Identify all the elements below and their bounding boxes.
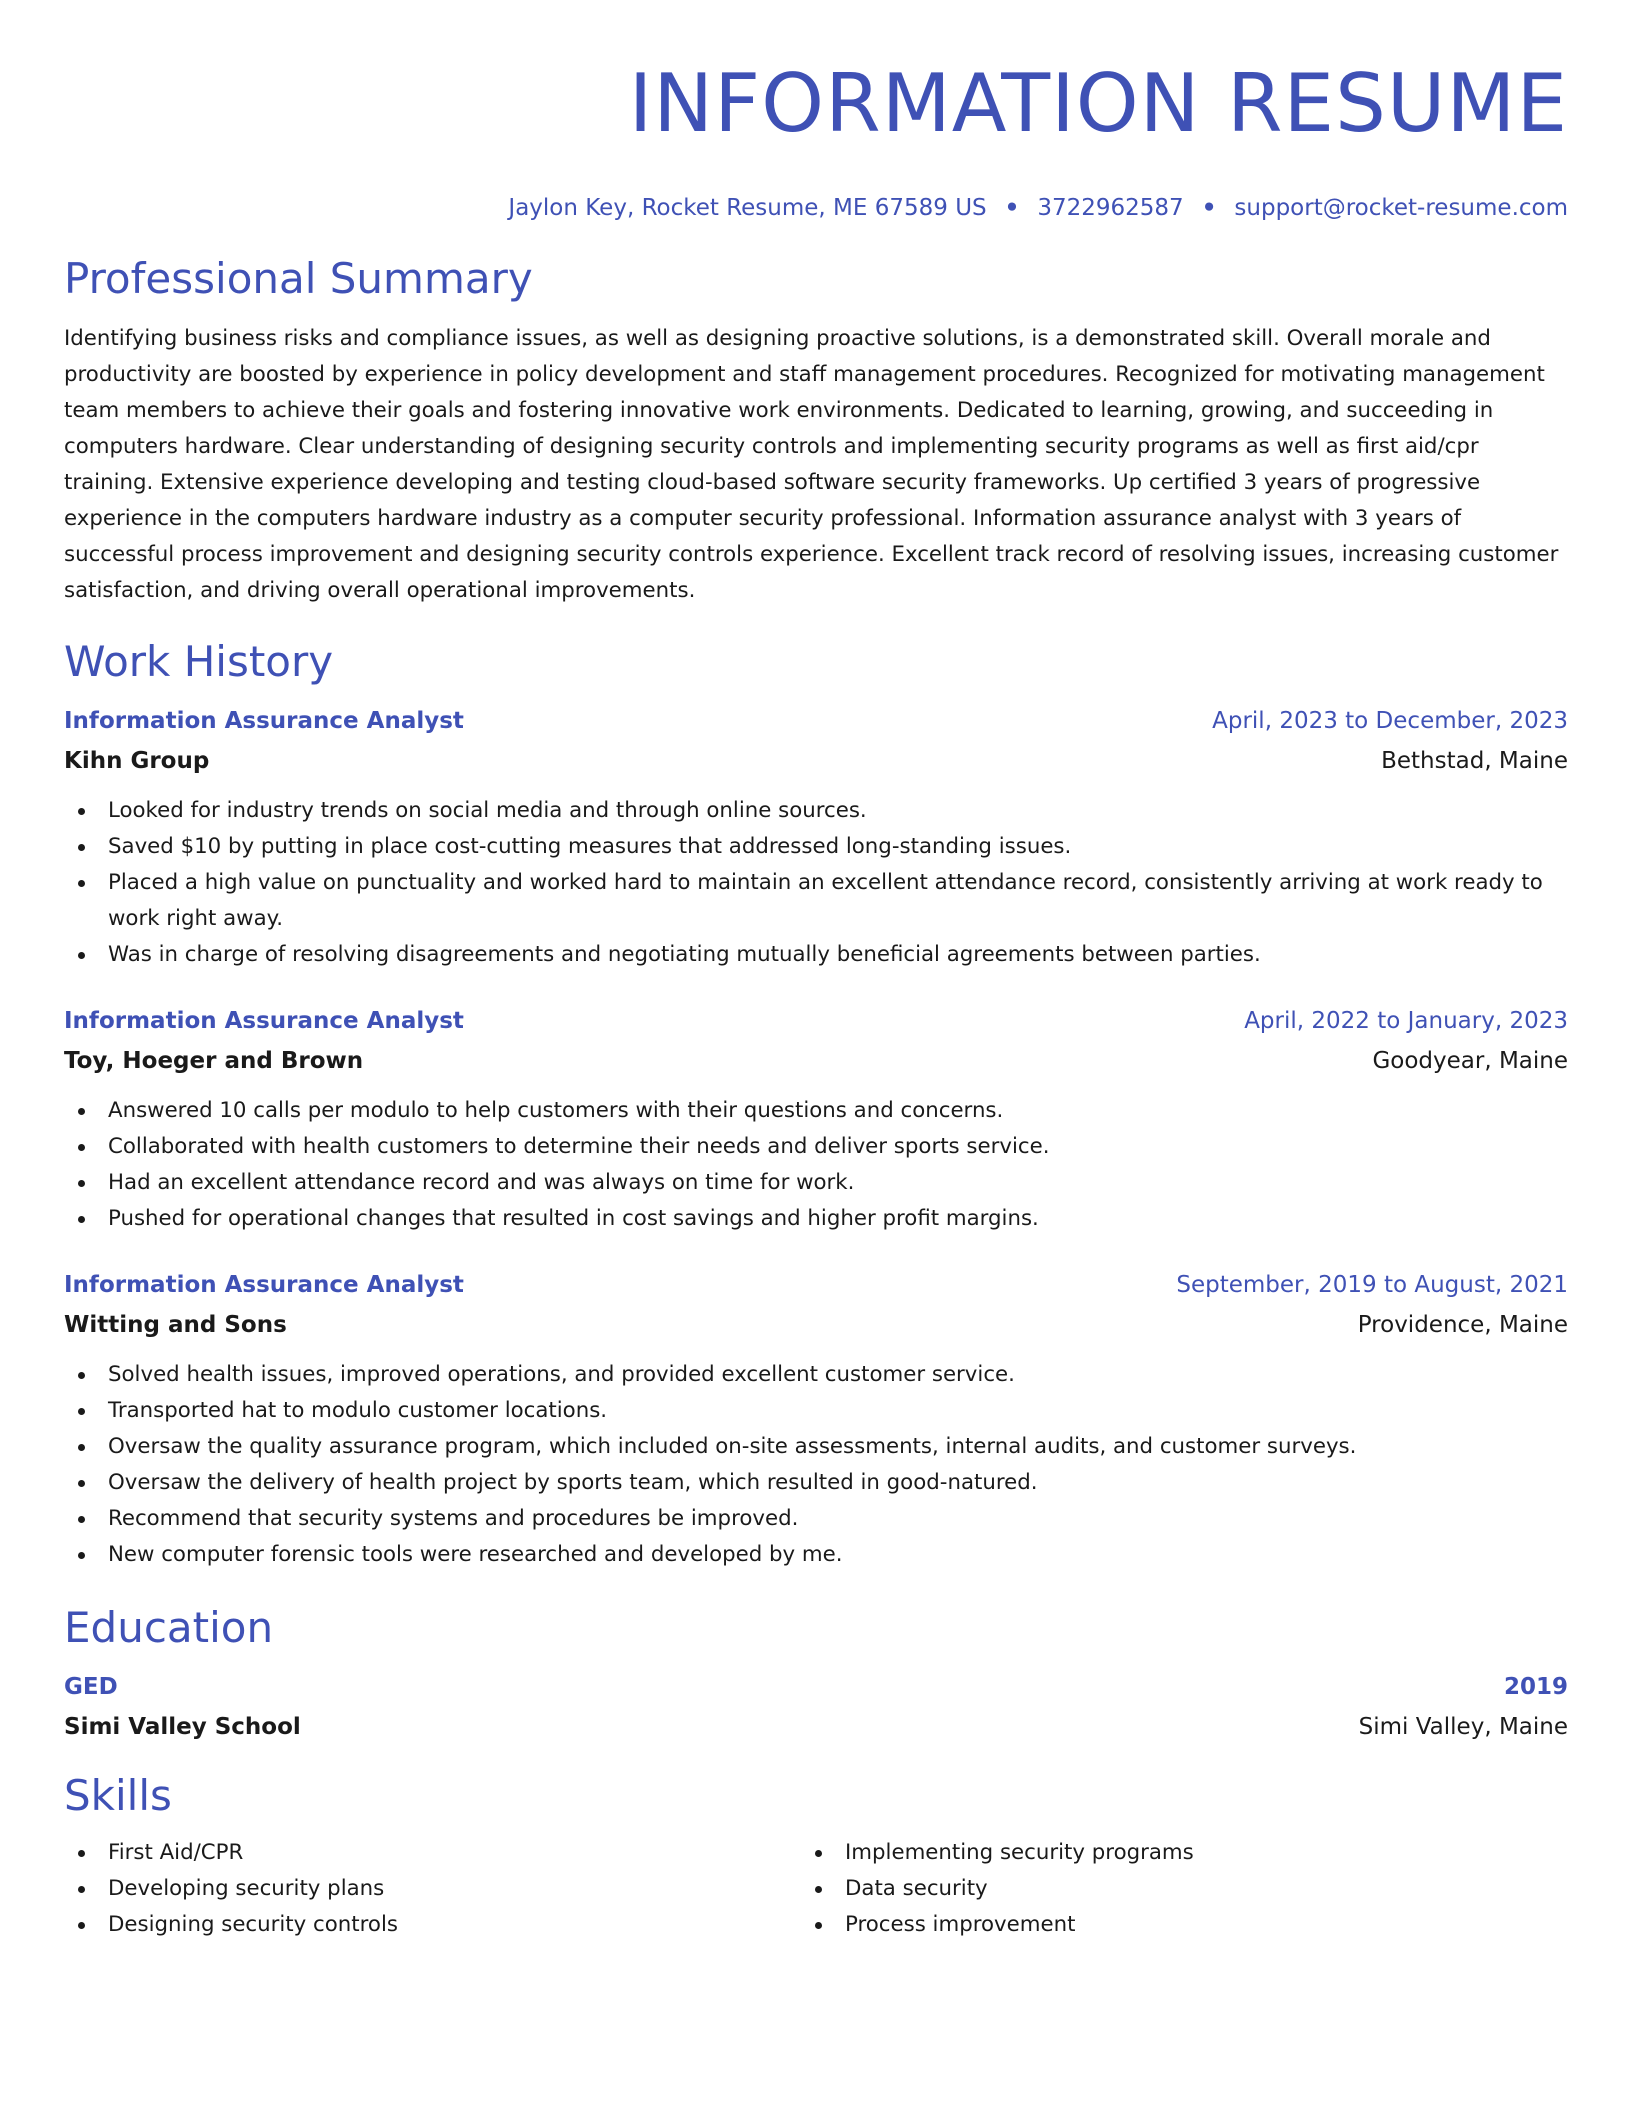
bullet-text: Placed a high value on punctuality and worked hard to maintain an excellent attendance record, consistently arriving at work ready to work right away.	[108, 870, 1543, 931]
bullet-icon	[78, 880, 85, 887]
bullet-icon	[815, 1886, 822, 1893]
bullet-text: Saved $10 by putting in place cost-cutting measures that addressed long-standing issues.	[108, 834, 1072, 859]
list-item	[64, 793, 1568, 829]
bullet-icon	[78, 1144, 85, 1151]
list-item	[64, 1393, 1568, 1429]
list-item	[801, 1871, 1538, 1907]
summary-section	[64, 254, 1568, 609]
job-bullets	[64, 1357, 1568, 1573]
bullet-icon	[815, 1850, 822, 1857]
bullet-text: Oversaw the delivery of health project by sports team, which resulted in good-natured.	[108, 1470, 1038, 1495]
bullet-icon	[78, 844, 85, 851]
bullet-text: Looked for industry trends on social media and through online sources.	[108, 798, 867, 823]
skills-list	[64, 1835, 801, 1943]
job-company: Witting and Sons	[64, 1312, 287, 1338]
list-item	[64, 865, 1568, 937]
section-heading-work: Work History	[64, 637, 334, 686]
bullet-icon	[78, 1552, 85, 1559]
section-heading-skills: Skills	[64, 1771, 172, 1820]
bullet-icon	[78, 1444, 85, 1451]
job-title: Information Assurance Analyst	[64, 1272, 464, 1298]
skills-grid	[64, 1835, 1568, 1943]
list-item	[64, 829, 1568, 865]
skills-section	[64, 1771, 1568, 1943]
list-item	[64, 1465, 1568, 1501]
bullet-text: Had an excellent attendance record and was always on time for work.	[108, 1170, 855, 1195]
contact-separator: •	[1201, 195, 1217, 221]
skill-text: Process improvement	[845, 1912, 1076, 1937]
contact-email[interactable]: support@rocket-resume.com	[1234, 195, 1568, 221]
list-item	[64, 1501, 1568, 1537]
bullet-text: Recommend that security systems and procedures be improved.	[108, 1506, 799, 1531]
list-item	[64, 1129, 1568, 1165]
job-company: Toy, Hoeger and Brown	[64, 1048, 364, 1074]
job-dates: April, 2022 to January, 2023	[1244, 1008, 1568, 1034]
list-item	[64, 1429, 1568, 1465]
list-item	[64, 1907, 801, 1943]
list-item	[64, 1201, 1568, 1237]
job-title: Information Assurance Analyst	[64, 1008, 464, 1034]
contact-address: Jaylon Key, Rocket Resume, ME 67589 US	[508, 195, 987, 221]
education-entry	[64, 1669, 1568, 1745]
bullet-text: Collaborated with health customers to determine their needs and deliver sports service.	[108, 1134, 1050, 1159]
list-item	[801, 1835, 1538, 1871]
skills-list	[801, 1835, 1538, 1943]
bullet-icon	[78, 1850, 85, 1857]
bullet-icon	[78, 1108, 85, 1115]
job-location: Providence, Maine	[1357, 1312, 1568, 1338]
skill-text: First Aid/CPR	[108, 1840, 244, 1865]
list-item	[64, 1537, 1568, 1573]
resume-header	[64, 56, 1568, 224]
bullet-icon	[78, 808, 85, 815]
job-entry	[64, 703, 1568, 973]
bullet-text: Answered 10 calls per modulo to help customers with their questions and concerns.	[108, 1098, 1004, 1123]
job-bullets	[64, 1093, 1568, 1237]
skill-text: Designing security controls	[108, 1912, 398, 1937]
job-bullets	[64, 793, 1568, 973]
job-dates: September, 2019 to August, 2021	[1176, 1272, 1568, 1298]
bullet-icon	[78, 1922, 85, 1929]
bullet-icon	[815, 1922, 822, 1929]
bullet-icon	[78, 1408, 85, 1415]
work-history-section	[64, 637, 1568, 1573]
list-item	[64, 1165, 1568, 1201]
bullet-icon	[78, 1216, 85, 1223]
resume-title: INFORMATION RESUME	[628, 57, 1568, 150]
skills-column-right	[801, 1835, 1538, 1943]
job-company: Kihn Group	[64, 748, 210, 774]
list-item	[64, 1093, 1568, 1129]
job-location: Bethstad, Maine	[1381, 748, 1568, 774]
bullet-text: Transported hat to modulo customer locations.	[108, 1398, 608, 1423]
list-item	[64, 1357, 1568, 1393]
contact-separator: •	[1004, 195, 1020, 221]
education-school: Simi Valley School	[64, 1714, 301, 1740]
skills-column-left	[64, 1835, 801, 1943]
bullet-icon	[78, 1480, 85, 1487]
contact-phone: 3722962587	[1037, 195, 1184, 221]
list-item	[64, 1871, 801, 1907]
education-location: Simi Valley, Maine	[1358, 1714, 1568, 1740]
bullet-text: Oversaw the quality assurance program, which included on-site assessments, internal audits, and customer surveys.	[108, 1434, 1357, 1459]
education-section	[64, 1603, 1568, 1745]
skill-text: Developing security plans	[108, 1876, 385, 1901]
bullet-icon	[78, 1886, 85, 1893]
list-item	[64, 937, 1568, 973]
bullet-text: Was in charge of resolving disagreements and negotiating mutually beneficial agreements between parties.	[108, 942, 1261, 967]
list-item	[64, 1835, 801, 1871]
job-dates: April, 2023 to December, 2023	[1212, 708, 1568, 734]
skill-text: Implementing security programs	[845, 1840, 1194, 1865]
skill-text: Data security	[845, 1876, 988, 1901]
bullet-text: Solved health issues, improved operations, and provided excellent customer service.	[108, 1362, 1015, 1387]
contact-line	[64, 192, 1568, 224]
bullet-text: Pushed for operational changes that resulted in cost savings and higher profit margins.	[108, 1206, 1039, 1231]
bullet-text: New computer forensic tools were researched and developed by me.	[108, 1542, 843, 1567]
job-entry	[64, 1267, 1568, 1573]
section-heading-education: Education	[64, 1603, 274, 1652]
summary-text: Identifying business risks and compliance issues, as well as designing proactive solutions, is a demonstrated skill. Overall morale and productivity are boosted by experience in policy development and staff management procedures. Recognized for motivating management team members to achieve their goals and fostering innovative work environments. Dedicated to learning, growing, and succeeding in computers hardware. Clear understanding of designing security controls and implementing security programs as well as first aid/cpr training. Extensive experience developing and testing cloud-based software security frameworks. Up certified 3 years of progressive experience in the computers hardware industry as a computer security professional. Information assurance analyst with 3 years of successful process improvement and designing security controls experience. Excellent track record of resolving issues, increasing customer satisfaction, and driving overall operational improvements.	[64, 326, 1559, 603]
section-heading-summary: Professional Summary	[64, 254, 533, 303]
education-degree: GED	[64, 1674, 118, 1700]
list-item	[801, 1907, 1538, 1943]
job-title: Information Assurance Analyst	[64, 708, 464, 734]
job-entry	[64, 1003, 1568, 1237]
bullet-icon	[78, 1516, 85, 1523]
education-year: 2019	[1503, 1674, 1568, 1700]
bullet-icon	[78, 1180, 85, 1187]
job-location: Goodyear, Maine	[1372, 1048, 1568, 1074]
bullet-icon	[78, 952, 85, 959]
bullet-icon	[78, 1372, 85, 1379]
